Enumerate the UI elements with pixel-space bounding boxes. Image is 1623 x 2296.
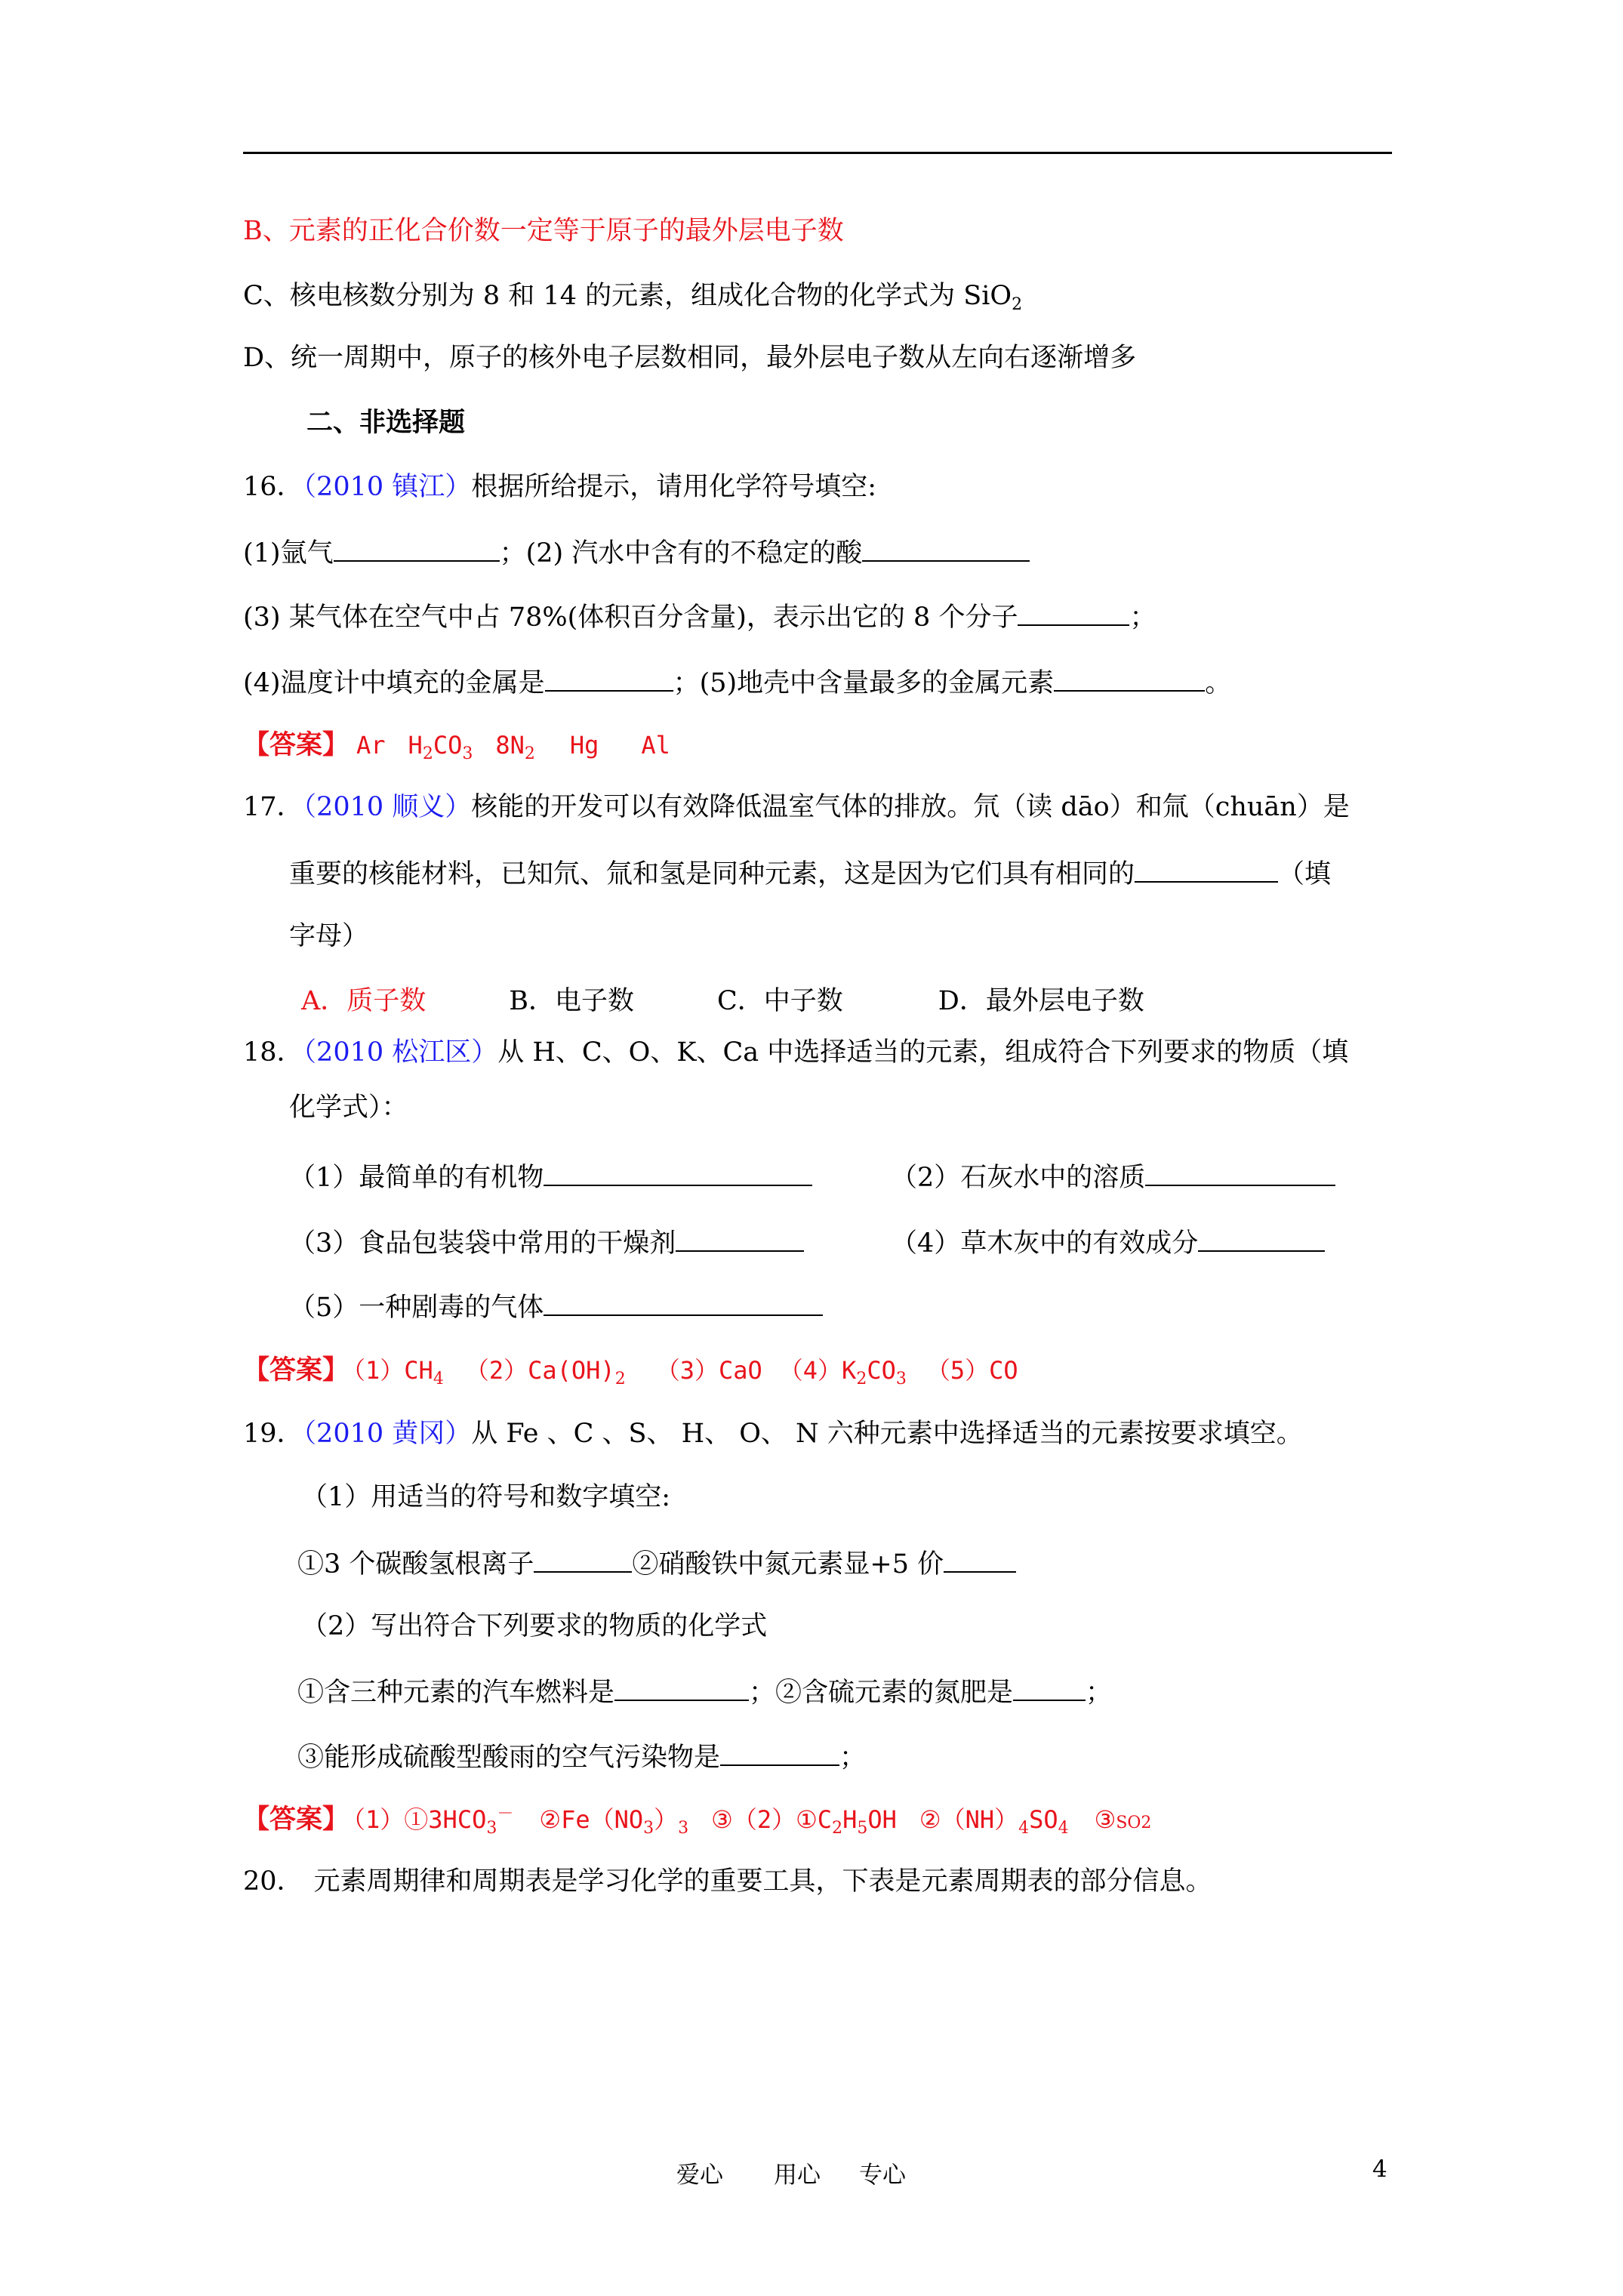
answer-value: SO2 bbox=[1116, 1814, 1152, 1832]
answer-value: ③（2）①C bbox=[711, 1805, 833, 1834]
answer-value: （3）CaO bbox=[655, 1356, 762, 1385]
option-b bbox=[243, 214, 844, 248]
option-d bbox=[243, 341, 1136, 374]
q16-stem bbox=[243, 470, 876, 504]
q17-line2 bbox=[289, 855, 1331, 891]
option-b-text: B、元素的正化合价数一定等于原子的最外层电子数 bbox=[243, 216, 844, 246]
subscript: 2 bbox=[832, 1819, 843, 1838]
answer-value: ②（NH） bbox=[919, 1805, 1019, 1834]
q16-part4: (4)温度计中填充的金属是 bbox=[243, 668, 545, 698]
punctuation: ； bbox=[1129, 603, 1156, 633]
subscript: 4 bbox=[1018, 1819, 1030, 1838]
q18-part5: （5）一种剧毒的气体 bbox=[289, 1293, 544, 1323]
option-c bbox=[243, 279, 1022, 313]
section-title-text: 二、非选择题 bbox=[306, 407, 466, 438]
q18-item3 bbox=[289, 1225, 804, 1260]
q19-item: ①含三种元素的汽车燃料是 bbox=[297, 1678, 615, 1708]
punctuation: ； bbox=[839, 1743, 867, 1773]
answer-value: ） bbox=[654, 1805, 679, 1834]
answer-blank[interactable] bbox=[544, 1289, 823, 1316]
answer-blank[interactable] bbox=[1135, 855, 1278, 883]
answer-value: （4）K bbox=[778, 1356, 857, 1385]
answer-value: OH bbox=[867, 1805, 897, 1834]
answer-blank[interactable] bbox=[544, 1159, 812, 1186]
superscript: － bbox=[497, 1804, 514, 1823]
q18-item1 bbox=[289, 1159, 812, 1194]
subscript: 4 bbox=[1058, 1819, 1069, 1838]
header-rule bbox=[243, 152, 1392, 154]
question-source: （2010 顺义） bbox=[303, 792, 472, 822]
option-b: B．电子数 bbox=[509, 986, 635, 1016]
subscript: 2 bbox=[524, 744, 535, 763]
question-stem: 根据所给提示，请用化学符号填空: bbox=[471, 472, 877, 502]
question-number: 17． bbox=[243, 792, 303, 822]
q17-line3 bbox=[289, 920, 368, 953]
answer-value: （1）①3HCO bbox=[353, 1805, 487, 1834]
option-c: C．中子数 bbox=[717, 986, 843, 1016]
subscript: 2 bbox=[614, 1370, 626, 1388]
q20-stem bbox=[243, 1865, 1212, 1898]
page-number-text: 4 bbox=[1372, 2156, 1387, 2183]
q17-stem bbox=[243, 791, 1350, 824]
q16-line1 bbox=[243, 535, 1030, 570]
answer-blank[interactable] bbox=[1013, 1674, 1086, 1701]
q19-item: ③能形成硫酸型酸雨的空气污染物是 bbox=[297, 1743, 721, 1773]
answer-blank[interactable] bbox=[1054, 664, 1205, 692]
answer-value: SO bbox=[1029, 1805, 1058, 1834]
subscript: 3 bbox=[643, 1819, 654, 1838]
q19-item: ①3 个碳酸氢根离子 bbox=[297, 1549, 534, 1579]
q18-item2 bbox=[891, 1159, 1335, 1194]
option-c-text: C、核电核数分别为 8 和 14 的元素，组成化合物的化学式为 SiO bbox=[243, 281, 1012, 311]
answer-value: （2）Ca(OH) bbox=[464, 1356, 615, 1385]
footer-label: 专心 bbox=[859, 2162, 906, 2189]
q18-stem bbox=[243, 1036, 1348, 1069]
question-source: （2010 松江区） bbox=[303, 1037, 498, 1068]
q18-part1: （1）最简单的有机物 bbox=[289, 1163, 544, 1193]
question-stem: 核能的开发可以有效降低温室气体的排放。氘（读 dāo）和氚（chuān）是 bbox=[471, 792, 1350, 822]
answer-blank[interactable] bbox=[614, 1674, 749, 1701]
q19-answer bbox=[243, 1803, 1151, 1840]
q18-item4 bbox=[891, 1225, 1325, 1260]
q19-stem bbox=[243, 1417, 1303, 1450]
footer-label: 爱心 bbox=[676, 2162, 723, 2189]
option-d-text: D、统一周期中，原子的核外电子层数相同，最外层电子数从左向右逐渐增多 bbox=[243, 343, 1137, 373]
answer-value: H bbox=[408, 731, 423, 760]
q17-options bbox=[301, 985, 1144, 1018]
q16-line2 bbox=[243, 599, 1156, 634]
question-number: 18． bbox=[243, 1037, 303, 1068]
subscript: 3 bbox=[486, 1819, 497, 1838]
subscript: 3 bbox=[462, 744, 473, 763]
subscript: 4 bbox=[433, 1370, 444, 1388]
answer-blank[interactable] bbox=[676, 1225, 804, 1252]
q16-part1: (1)氩气 bbox=[243, 538, 334, 569]
question-source: （2010 镇江） bbox=[303, 472, 472, 502]
answer-value: CO bbox=[433, 731, 463, 760]
question-stem: 字母） bbox=[289, 921, 369, 951]
question-stem: 元素周期律和周期表是学习化学的重要工具，下表是元素周期表的部分信息。 bbox=[313, 1866, 1212, 1897]
question-stem: 化学式）： bbox=[289, 1093, 408, 1123]
answer-blank[interactable] bbox=[545, 664, 673, 692]
answer-value: Ar bbox=[356, 731, 386, 760]
q19-sub2-item3 bbox=[297, 1739, 866, 1774]
q16-part5: ；(5)地壳中含量最多的金属元素 bbox=[673, 668, 1055, 698]
answer-blank[interactable] bbox=[862, 535, 1030, 562]
subscript: 2 bbox=[856, 1370, 867, 1388]
question-number: 20． bbox=[243, 1866, 303, 1897]
q19-sub1 bbox=[301, 1481, 670, 1514]
question-stem: （填 bbox=[1278, 859, 1332, 889]
q18-part4: （4）草木灰中的有效成分 bbox=[891, 1228, 1199, 1259]
question-source: （2010 黄冈） bbox=[303, 1419, 472, 1449]
q16-part3: (3) 某气体在空气中占 78%(体积百分含量)，表示出它的 8 个分子 bbox=[243, 603, 1018, 633]
section-title bbox=[306, 406, 465, 439]
q19-sub1-items bbox=[297, 1546, 1016, 1581]
option-d: D．最外层电子数 bbox=[938, 986, 1144, 1016]
answer-value: 8N bbox=[495, 731, 525, 760]
punctuation: 。 bbox=[1205, 668, 1232, 698]
option-a: A．质子数 bbox=[301, 986, 427, 1016]
question-stem: 重要的核能材料，已知氘、氚和氢是同种元素，这是因为它们具有相同的 bbox=[289, 859, 1135, 889]
q19-subheading: （2）写出符合下列要求的物质的化学式 bbox=[301, 1611, 768, 1641]
answer-value: H bbox=[842, 1805, 858, 1834]
answer-value: ③ bbox=[1094, 1805, 1116, 1834]
q18-item5 bbox=[289, 1289, 823, 1324]
q19-sub2-items bbox=[297, 1674, 1112, 1709]
subscript: 5 bbox=[857, 1819, 868, 1838]
subscript: 2 bbox=[1012, 295, 1023, 314]
answer-label: 【答案】 bbox=[243, 729, 350, 760]
q19-sub2 bbox=[301, 1610, 767, 1643]
answer-blank[interactable] bbox=[334, 535, 500, 562]
question-number: 16． bbox=[243, 472, 303, 502]
footer-label: 用心 bbox=[774, 2162, 821, 2189]
answer-value: Hg bbox=[569, 731, 599, 760]
q18-part3: （3）食品包装袋中常用的干燥剂 bbox=[289, 1228, 676, 1259]
q19-subheading: （1）用适当的符号和数字填空: bbox=[301, 1482, 671, 1512]
q18-line2 bbox=[289, 1091, 408, 1124]
q16-answer bbox=[243, 729, 670, 762]
answer-blank[interactable] bbox=[534, 1546, 632, 1573]
answer-blank[interactable] bbox=[944, 1546, 1016, 1573]
answer-label: 【答案】 bbox=[243, 1354, 350, 1385]
question-stem: 从 Fe 、C 、S、 H、 O、 N 六种元素中选择适当的元素按要求填空。 bbox=[471, 1419, 1303, 1449]
answer-value: ②Fe（NO bbox=[539, 1805, 644, 1834]
q16-line3 bbox=[243, 664, 1231, 700]
question-stem: 从 H、C、O、K、Ca 中选择适当的元素，组成符合下列要求的物质（填 bbox=[497, 1037, 1349, 1068]
subscript: 2 bbox=[422, 744, 433, 763]
answer-blank[interactable] bbox=[720, 1739, 839, 1766]
q18-part2: （2）石灰水中的溶质 bbox=[891, 1163, 1146, 1193]
q16-part2: ；(2) 汽水中含有的不稳定的酸 bbox=[499, 538, 863, 569]
q19-item: ；②含硫元素的氮肥是 bbox=[749, 1678, 1014, 1708]
page-number bbox=[1372, 2156, 1387, 2183]
answer-value: Al bbox=[641, 731, 670, 760]
question-number: 19． bbox=[243, 1419, 303, 1449]
subscript: 3 bbox=[678, 1819, 689, 1838]
answer-value: CO bbox=[867, 1356, 896, 1385]
punctuation: ； bbox=[1086, 1678, 1113, 1708]
subscript: 3 bbox=[895, 1370, 907, 1388]
answer-blank[interactable] bbox=[1198, 1225, 1325, 1252]
answer-blank[interactable] bbox=[1145, 1159, 1335, 1186]
footer-text-b bbox=[774, 2156, 821, 2190]
q18-answer bbox=[243, 1354, 1018, 1387]
answer-value: （5）CO bbox=[925, 1356, 1018, 1385]
answer-value: （1）CH bbox=[353, 1356, 433, 1385]
footer-text-a bbox=[676, 2156, 723, 2190]
q19-item: ②硝酸铁中氮元素显+5 价 bbox=[632, 1549, 944, 1579]
answer-label: 【答案】 bbox=[243, 1804, 350, 1835]
answer-blank[interactable] bbox=[1018, 599, 1129, 626]
footer-text-c bbox=[859, 2156, 906, 2190]
